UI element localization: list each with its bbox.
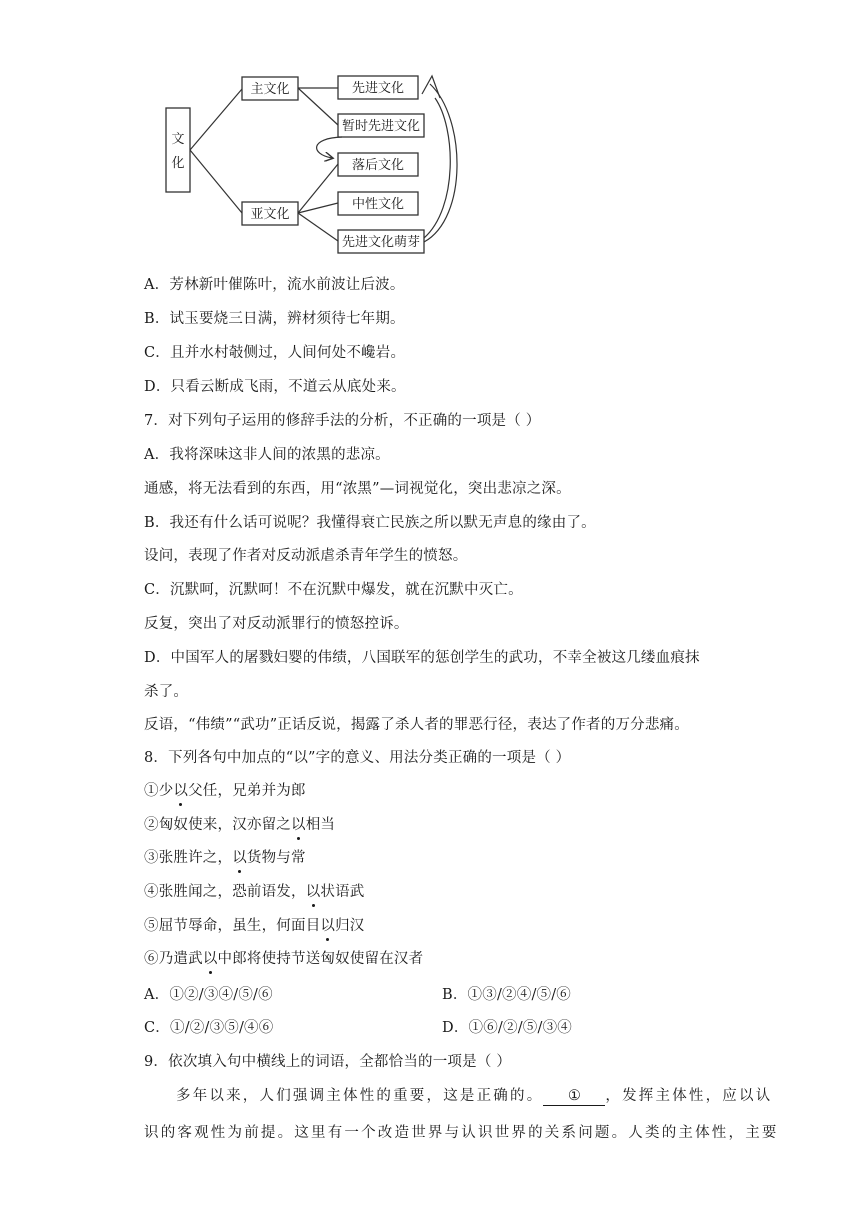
culture-diagram <box>160 68 470 264</box>
q7-stem: 7．对下列句子运用的修辞手法的分析，不正确的一项是（ ） <box>144 413 541 429</box>
q6-option-a: A．芳林新叶催陈叶，流水前波让后波。 <box>144 277 405 293</box>
temp-advanced-culture-label: 暂时先进文化 <box>341 119 421 134</box>
q6-option-c: C．且并水村攲侧过，人间何处不巉岩。 <box>144 345 406 361</box>
sprout-culture-label: 先进文化萌芽 <box>341 235 421 250</box>
sub-culture-label: 亚文化 <box>250 207 290 222</box>
dotted-char: 以 <box>232 850 247 866</box>
dotted-char: 以 <box>305 884 321 900</box>
dotted-char: 以 <box>173 783 189 799</box>
q7-analysis-c: 反复，突出了对反动派罪行的愤怒控诉。 <box>144 616 409 632</box>
neutral-culture-label: 中性文化 <box>351 197 405 212</box>
q7-line-d-cont: 杀了。 <box>144 684 189 700</box>
q8-option-a: A．①②/③④/⑤/⑥ <box>144 987 273 1003</box>
q8-option-d: D．①⑥/②/⑤/③④ <box>442 1020 572 1036</box>
q9-passage-line-2: 识的客观性为前提。这里有一个改造世界与认识世界的关系问题。人类的主体性，主要 <box>144 1125 779 1141</box>
q9-passage-line-1: 多年以来，人们强调主体性的重要，这是正确的。 ① ，发挥主体性，应以认 <box>176 1088 773 1104</box>
q6-option-d: D．只看云断成飞雨，不道云从底处来。 <box>144 379 406 395</box>
q7-analysis-a: 通感，将无法看到的东西，用“浓黑”—词视觉化，突出悲凉之深。 <box>144 481 571 497</box>
q8-option-b: B．①③/②④/⑤/⑥ <box>442 987 572 1003</box>
culture-root-label-2: 化 <box>171 156 185 171</box>
q8-sentence-6: ⑥乃遣武以中郎将使持节送匈奴使留在汉者 <box>144 951 424 967</box>
q8-sentence-5: ⑤屈节辱命，虽生，何面目以归汉 <box>144 918 365 934</box>
q7-analysis-d: 反语，“伟绩”“武功”正话反说，揭露了杀人者的罪恶行径，表达了作者的万分悲痛。 <box>144 717 689 733</box>
q8-sentence-4: ④张胜闻之，恐前语发，以状语武 <box>144 884 365 900</box>
backward-culture-label: 落后文化 <box>351 158 405 173</box>
dotted-char: 以 <box>320 918 336 934</box>
q7-line-b: B．我还有什么话可说呢？我懂得衰亡民族之所以默无声息的缘由了。 <box>144 515 596 531</box>
fill-blank: ① <box>543 1087 605 1106</box>
advanced-culture-label: 先进文化 <box>351 81 405 96</box>
culture-root-label-1: 文 <box>171 132 185 147</box>
dotted-char: 以 <box>202 951 218 967</box>
q7-line-c: C．沉默呵，沉默呵！不在沉默中爆发，就在沉默中灭亡。 <box>144 582 523 598</box>
q6-option-b: B．试玉要烧三日满，辨材须待七年期。 <box>144 311 405 327</box>
q8-sentence-3: ③张胜许之，以货物与常 <box>144 850 306 866</box>
q7-analysis-b: 设问，表现了作者对反动派虐杀青年学生的愤怒。 <box>144 548 468 564</box>
q7-line-a: A．我将深味这非人间的浓黑的悲凉。 <box>144 447 390 463</box>
q7-line-d: D．中国军人的屠戮妇婴的伟绩，八国联军的惩创学生的武功，不幸全被这几缕血痕抹 <box>144 650 700 666</box>
q8-option-c: C．①/②/③⑤/④⑥ <box>144 1020 274 1036</box>
dotted-char: 以 <box>291 817 306 833</box>
culture-root-box <box>166 108 190 192</box>
q8-stem: 8．下列各句中加点的“以”字的意义、用法分类正确的一项是（ ） <box>144 750 571 766</box>
main-culture-label: 主文化 <box>250 82 290 97</box>
q8-sentence-1: ①少以父任，兄弟并为郎 <box>144 783 306 799</box>
q9-stem: 9．依次填入句中横线上的词语，全都恰当的一项是（ ） <box>144 1054 512 1070</box>
q8-sentence-2: ②匈奴使来，汉亦留之以相当 <box>144 817 336 833</box>
